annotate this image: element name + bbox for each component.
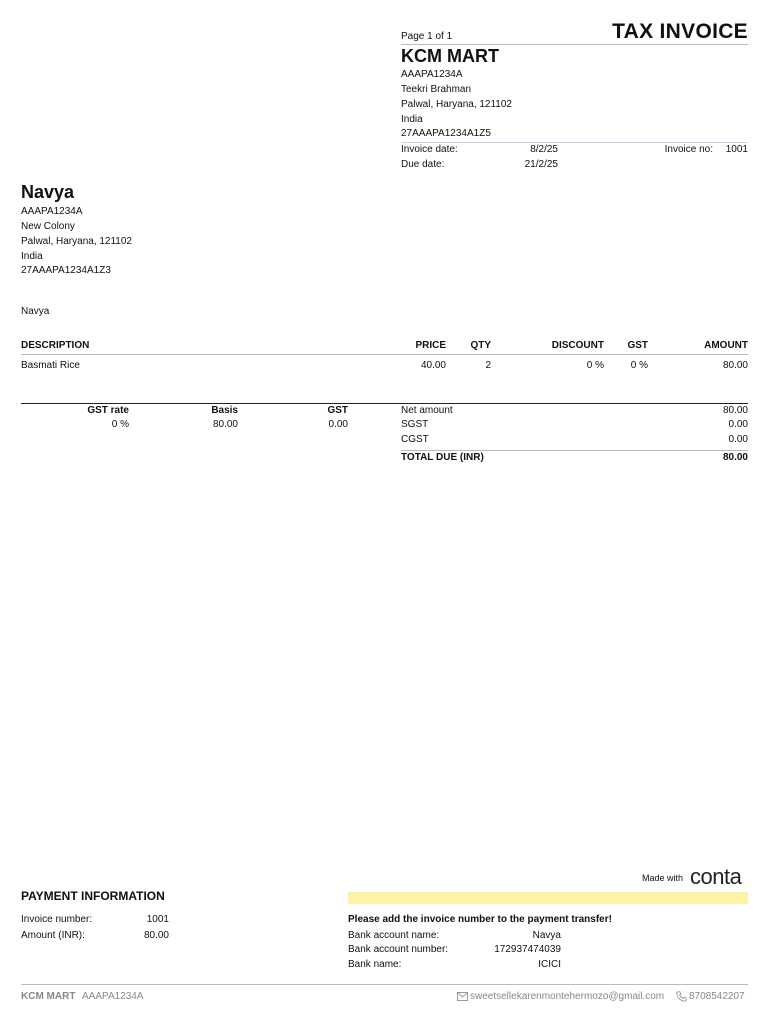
item-amount: 80.00 (722, 360, 748, 371)
payment-amount-label: Amount (INR): (21, 930, 85, 941)
conta-logo: conta (690, 864, 742, 889)
net-amount-label: Net amount (401, 405, 453, 416)
col-header-amount: AMOUNT (704, 340, 748, 351)
gst-summary-basis: 80.00 (212, 419, 238, 430)
bank-account-number-value: 172937474039 (494, 944, 561, 955)
buyer-contact: Navya (21, 306, 50, 317)
due-date-label: Due date: (401, 159, 445, 170)
buyer-country: India (21, 251, 43, 262)
summary-divider (21, 403, 748, 404)
invoice-no-value: 1001 (725, 144, 748, 155)
header-divider (401, 44, 748, 45)
page-number: Page 1 of 1 (401, 31, 453, 42)
gst-summary-header-rate: GST rate (87, 405, 129, 416)
bank-account-number-label: Bank account number: (348, 944, 449, 955)
gst-summary-header-basis: Basis (211, 405, 238, 416)
col-header-gst: GST (627, 340, 648, 351)
bank-account-name-label: Bank account name: (348, 930, 440, 941)
total-due-value: 80.00 (722, 452, 748, 463)
buyer-tax-id: AAAPA1234A (21, 206, 83, 217)
bank-account-name-value: Navya (532, 930, 561, 941)
item-price: 40.00 (420, 360, 446, 371)
buyer-address-line: New Colony (21, 221, 75, 232)
net-amount-value: 80.00 (722, 405, 748, 416)
payment-invoice-number-value: 1001 (146, 914, 169, 925)
gst-summary-header-gst: GST (327, 405, 348, 416)
seller-address-line: Teekri Brahman (401, 84, 472, 95)
seller-gstin: 27AAAPA1234A1Z5 (401, 128, 491, 139)
made-with-label: Made with (642, 873, 684, 883)
footer-divider (21, 984, 748, 985)
total-due-label: TOTAL DUE (INR) (401, 452, 484, 463)
buyer-gstin: 27AAAPA1234A1Z3 (21, 265, 111, 276)
payment-amount-value: 80.00 (143, 930, 169, 941)
item-gst: 0 % (630, 360, 648, 371)
seller-country: India (401, 114, 423, 125)
payment-invoice-number-label: Invoice number: (21, 914, 93, 925)
seller-tax-id: AAAPA1234A (401, 69, 463, 80)
sgst-value: 0.00 (728, 419, 748, 430)
col-header-price: PRICE (415, 340, 446, 351)
seller-name: KCM MART (401, 46, 499, 66)
col-header-discount: DISCOUNT (551, 340, 604, 351)
col-header-description: DESCRIPTION (21, 340, 90, 351)
due-date-value: 21/2/25 (524, 159, 558, 170)
col-header-qty: QTY (470, 340, 491, 351)
payment-heading: PAYMENT INFORMATION (21, 889, 165, 903)
item-description: Basmati Rice (21, 360, 80, 371)
table-header-divider (21, 354, 748, 355)
footer-company: KCM MART (21, 991, 76, 1002)
total-divider (401, 450, 748, 451)
payment-highlight-bar (348, 892, 748, 904)
item-discount: 0 % (586, 360, 604, 371)
seller-city-line: Palwal, Haryana, 121102 (401, 99, 512, 110)
phone-icon (676, 991, 687, 1002)
invoice-no-label: Invoice no: (664, 144, 713, 155)
document-title: TAX INVOICE (612, 20, 748, 43)
bank-name-label: Bank name: (348, 959, 402, 970)
meta-divider (401, 142, 748, 143)
invoice-date-label: Invoice date: (401, 144, 458, 155)
cgst-value: 0.00 (728, 434, 748, 445)
buyer-name: Navya (21, 182, 75, 202)
invoice-date-value: 8/2/25 (530, 144, 558, 155)
footer-email[interactable]: sweetsellekarenmontehermozo@gmail.com (470, 991, 665, 1002)
sgst-label: SGST (401, 419, 429, 430)
payment-note: Please add the invoice number to the payment transfer! (348, 914, 612, 925)
item-qty: 2 (485, 360, 491, 371)
gst-summary-rate: 0 % (111, 419, 129, 430)
cgst-label: CGST (401, 434, 429, 445)
footer-tax-id: AAAPA1234A (82, 991, 144, 1002)
buyer-city-line: Palwal, Haryana, 121102 (21, 236, 132, 247)
mail-icon (457, 992, 468, 1001)
footer-phone[interactable]: 8708542207 (689, 991, 745, 1002)
gst-summary-gst: 0.00 (328, 419, 348, 430)
bank-name-value: ICICI (538, 959, 561, 970)
